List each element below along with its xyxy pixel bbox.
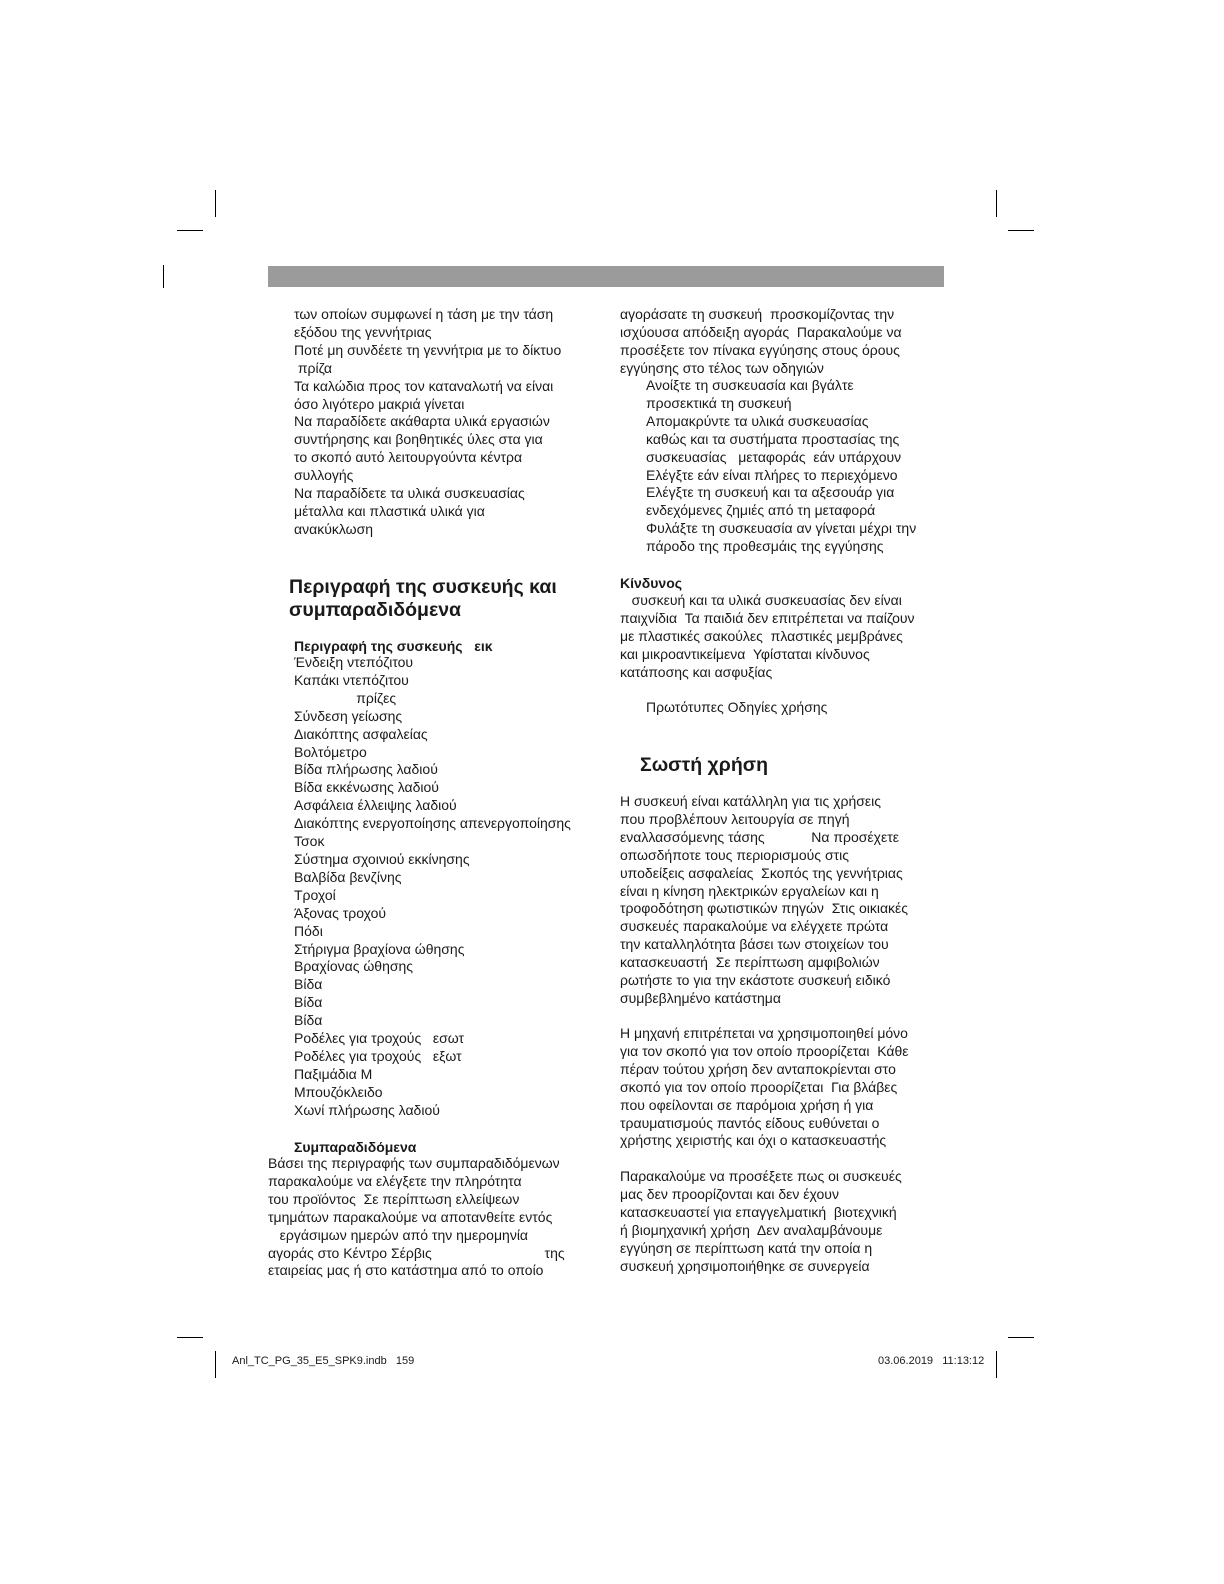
text-line: Ποτέ μη συνδέετε τη γεννήτρια με το δίκτυο <box>294 341 562 358</box>
crop-mark <box>1008 1337 1034 1338</box>
text-line: Σύνδεση γείωσης <box>294 707 403 724</box>
text-line: Βίδα <box>294 1012 323 1029</box>
text-line: πρίζες <box>294 689 397 706</box>
text-line: κατασκευαστή Σε περίπτωση αμφιβολιών <box>620 954 880 971</box>
text-line: παιχνίδια Τα παιδιά δεν επιτρέπεται να παίζουν <box>620 609 915 626</box>
text-line: Να παραδίδετε τα υλικά συσκευασίας <box>294 485 525 502</box>
text-line: οπωσδήποτε τους περιορισμούς στις <box>620 846 849 863</box>
text-line: συλλογής <box>294 467 354 484</box>
section-heading-usage: Σωστή χρήση <box>640 754 768 776</box>
text-line: συσκευή και τα υλικά συσκευασίας δεν είναι <box>620 592 902 608</box>
text-line: κατάποσης και ασφυξίας <box>620 663 773 680</box>
text-line: προσεκτικά τη συσκευή <box>646 394 792 411</box>
text-line: εγγύησης στο τέλος των οδηγιών <box>620 359 824 376</box>
text-line: Διακόπτης ασφαλείας <box>294 725 428 742</box>
text-line: ανακύκλωση <box>294 520 373 537</box>
text-line: Ροδέλες για τροχούς εξωτ <box>294 1047 462 1064</box>
text-line: Σύστημα σχοινιού εκκίνησης <box>294 850 470 867</box>
crop-mark <box>163 265 164 288</box>
text-line: και μικροαντικείμενα Υφίσταται κίνδυνος <box>620 645 870 662</box>
danger-heading: Κίνδυνος <box>620 575 683 591</box>
text-line: Πόδι <box>294 922 323 939</box>
crop-mark <box>996 190 997 217</box>
text-line: την καταλληλότητα βάσει των στοιχείων του <box>620 936 889 953</box>
text-line: Βίδα εκκένωσης λαδιού <box>294 779 439 796</box>
text-line: Χωνί πλήρωσης λαδιού <box>294 1101 440 1118</box>
crop-mark <box>177 1337 203 1338</box>
crop-mark <box>177 230 203 231</box>
text-line: για τον σκοπό για τον οποίο προορίζεται Κάθε <box>620 1042 909 1059</box>
text-line: Τσοκ <box>294 833 325 850</box>
text-line: πάροδο της προθεσμάις της εγγύησης <box>646 538 884 555</box>
text-line: μας δεν προορίζονται και δεν έχουν <box>620 1185 839 1202</box>
text-line: Τα καλώδια προς τον καταναλωτή να είναι <box>294 377 554 394</box>
text-line: ή βιομηχανική χρήση Δεν αναλαμβάνουμε <box>620 1221 883 1238</box>
text-line: τραυματισμούς παντός είδους ευθύνεται ο <box>620 1114 880 1131</box>
parts-list <box>294 654 571 1120</box>
text-line: Φυλάξτε τη συσκευασία αν γίνεται μέχρι την <box>646 520 917 537</box>
text-line: εγγύηση σε περίπτωση κατά την οποία η <box>620 1239 873 1256</box>
text-line: Να παραδίδετε ακάθαρτα υλικά εργασιών <box>294 413 550 430</box>
crop-mark <box>215 1351 216 1378</box>
crop-mark <box>996 1351 997 1378</box>
text-line: Παξιμάδια Μ <box>294 1065 373 1082</box>
text-line: Τροχοί <box>294 886 336 903</box>
text-line: Ασφάλεια έλλειψης λαδιού <box>294 797 457 814</box>
text-line: Διακόπτης ενεργοποίησης απενεργοποίησης <box>294 815 571 832</box>
text-line: υποδείξεις ασφαλείας Σκοπός της γεννήτριας <box>620 864 903 881</box>
text-line: όσο λιγότερο μακριά γίνεται <box>294 395 465 412</box>
text-line: Η μηχανή επιτρέπεται να χρησιμοποιηθεί μόνο <box>620 1025 908 1041</box>
section-heading-line: συμπαραδιδόμενα <box>289 599 462 621</box>
text-line: καθώς και τα συστήματα προστασίας της <box>646 430 900 447</box>
text-line: του προϊόντος Σε περίπτωση ελλείψεων <box>268 1190 520 1207</box>
text-line: ρωτήστε το για την εκάστοτε συσκευή ειδικό <box>620 972 891 989</box>
text-line: Βίδα <box>294 976 323 993</box>
text-line: συμβεβλημένο κατάστημα <box>620 989 781 1006</box>
text-line: συντήρησης και βοηθητικές ύλες στα για <box>294 431 543 448</box>
text-line: προσέξετε τον πίνακα εγγύησης στους όρους <box>620 341 900 358</box>
usage-paragraph-2 <box>620 1025 909 1150</box>
header-bar <box>268 266 944 287</box>
text-line: Βραχίονας ώθησης <box>294 958 414 975</box>
text-line: Μπουζόκλειδο <box>294 1083 383 1100</box>
text-line: αγοράσατε τη συσκευή προσκομίζοντας την <box>620 306 895 322</box>
text-line: Άξονας τροχού <box>294 904 387 921</box>
text-line: χρήστης χειριστής και όχι ο κατασκευαστής <box>620 1132 887 1149</box>
text-line: Ένδειξη ντεπόζιτου <box>294 654 414 670</box>
text-line: συσκευές παρακαλούμε να ελέγχετε πρώτα <box>620 918 889 935</box>
text-line: πέραν τούτου χρήση δεν ανταποκρίενται στο <box>620 1060 896 1077</box>
text-line: Ανοίξτε τη συσκευασία και βγάλτε <box>646 377 854 393</box>
crop-mark <box>215 190 216 217</box>
text-line: Βάσει της περιγραφής των συμπαραδιδόμενων <box>268 1155 560 1171</box>
text-line: εργάσιμων ημερών από την ημερομηνία <box>268 1226 529 1243</box>
text-line: ενδεχόμενες ζημιές από τη μεταφορά <box>646 502 876 519</box>
text-line: που προβλέπουν λειτουργία σε πηγή <box>620 810 850 827</box>
text-line: Στήριγμα βραχίονα ώθησης <box>294 940 465 957</box>
text-line: Παρακαλούμε να προσέξετε πως οι συσκευές <box>620 1168 902 1184</box>
text-line: Ελέγξτε εάν είναι πλήρες το περιεχόμενο <box>646 466 898 483</box>
warranty-continuation <box>620 306 902 378</box>
danger-text <box>620 592 915 682</box>
text-line: Βαλβίδα βενζίνης <box>294 868 402 885</box>
usage-paragraph-1 <box>620 793 908 1008</box>
text-line: μέταλλα και πλαστικά υλικά για <box>294 502 485 519</box>
footer-timestamp: 03.06.2019 11:13:12 <box>878 1355 985 1367</box>
intro-text <box>294 306 561 539</box>
text-line: εναλλασσόμενης τάσης Να προσέχετε <box>620 828 900 845</box>
crop-mark <box>1008 230 1034 231</box>
text-line: με πλαστικές σακούλες πλαστικές μεμβράνες <box>620 627 903 644</box>
text-line: πρίζα <box>294 359 332 376</box>
unpacking-steps <box>646 377 916 556</box>
text-line: συσκευή χρησιμοποιήθηκε σε συνεργεία <box>620 1257 870 1274</box>
section-heading-line: Περιγραφή της συσκευής και <box>289 576 557 598</box>
text-line: Απομακρύντε τα υλικά συσκευασίας <box>646 412 869 429</box>
text-line: αγοράς στο Κέντρο Σέρβις της <box>268 1244 565 1261</box>
text-line: Ροδέλες για τροχούς εσωτ <box>294 1030 465 1047</box>
text-line: εταιρείας μας ή στο κατάστημα από το οποίο <box>268 1262 544 1279</box>
text-line: Ελέγξτε τη συσκευή και τα αξεσουάρ για <box>646 484 895 501</box>
text-line: συσκευασίας μεταφοράς εάν υπάρχουν <box>646 448 902 465</box>
text-line: Βίδα πλήρωσης λαδιού <box>294 761 438 778</box>
text-line: Βίδα <box>294 994 323 1011</box>
text-line: τροφοδότηση φωτιστικών πηγών Στις οικιακές <box>620 900 909 917</box>
text-line: ισχύουσα απόδειξη αγοράς Παρακαλούμε να <box>620 323 902 340</box>
text-line: Η συσκευή είναι κατάλληλη για τις χρήσεις <box>620 793 881 809</box>
text-line: κατασκευαστεί για επαγγελματική βιοτεχνική <box>620 1203 897 1220</box>
supplied-text <box>268 1155 565 1280</box>
section-heading-description <box>289 576 557 622</box>
text-line: σκοπό για τον οποίο προορίζεται Για βλάβες <box>620 1078 898 1095</box>
text-line: Καπάκι ντεπόζιτου <box>294 671 409 688</box>
text-line: το σκοπό αυτό λειτουργούντα κέντρα <box>294 449 523 466</box>
text-line: εξόδου της γεννήτριας <box>294 323 432 340</box>
original-instructions: Πρωτότυπες Οδηγίες χρήσης <box>646 699 828 715</box>
footer-file-name: Anl_TC_PG_35_E5_SPK9.indb 159 <box>232 1355 415 1367</box>
text-line: τμημάτων παρακαλούμε να αποτανθείτε εντός <box>268 1208 553 1225</box>
text-line: Βολτόμετρο <box>294 743 367 760</box>
text-line: είναι η κίνηση ηλεκτρικών εργαλείων και η <box>620 882 879 899</box>
supplied-heading: Συμπαραδιδόμενα <box>294 1139 417 1155</box>
text-line: παρακαλούμε να ελέγξετε την πληρότητα <box>268 1172 522 1189</box>
text-line: των οποίων συμφωνεί η τάση με την τάση <box>294 306 554 322</box>
description-heading: Περιγραφή της συσκευής εικ <box>294 638 493 654</box>
text-line: που οφείλονται σε παρόμοια χρήση ή για <box>620 1096 874 1113</box>
usage-paragraph-3 <box>620 1168 902 1275</box>
